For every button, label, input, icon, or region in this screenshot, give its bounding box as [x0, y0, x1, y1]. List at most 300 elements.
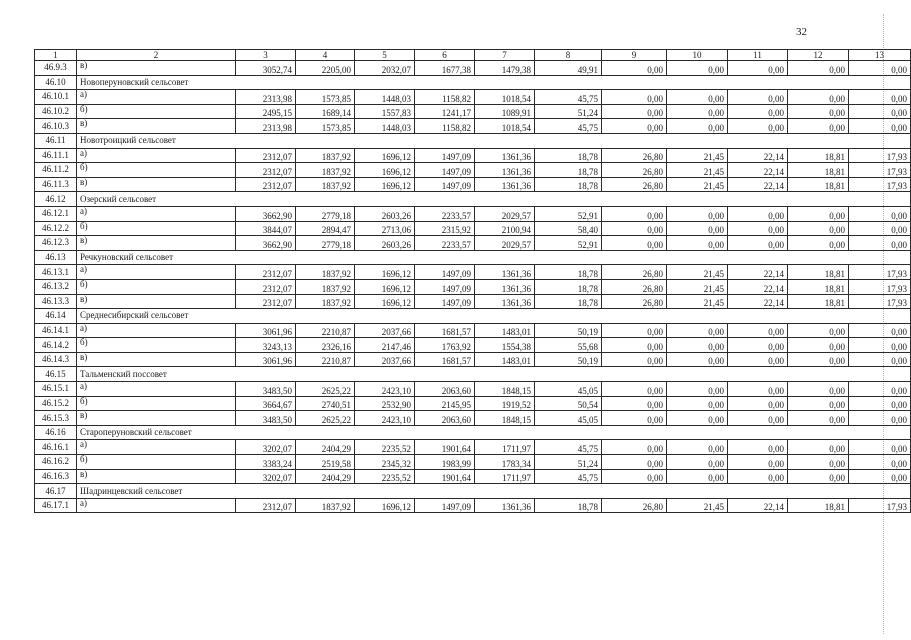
value-cell: 45,75 [535, 119, 602, 134]
value-cell: 0,00 [849, 382, 911, 397]
value-cell: 0,00 [849, 469, 911, 484]
section-code: 46.16 [35, 425, 77, 440]
value-cell: 1837,92 [296, 498, 355, 513]
table-row [35, 498, 911, 513]
value-cell: 22,14 [728, 294, 788, 309]
row-letter: б) [77, 221, 236, 236]
value-cell: 1448,03 [355, 90, 415, 105]
value-cell: 0,00 [728, 455, 788, 470]
value-cell: 1557,83 [355, 104, 415, 119]
value-cell: 50,54 [535, 396, 602, 411]
value-cell: 2029,57 [475, 206, 535, 221]
value-cell: 2312,07 [236, 163, 296, 178]
table-row [35, 236, 911, 251]
value-cell: 1681,57 [415, 323, 475, 338]
table-row [35, 294, 911, 309]
value-cell: 1554,38 [475, 338, 535, 353]
value-cell: 0,00 [602, 411, 667, 426]
value-cell: 0,00 [728, 411, 788, 426]
value-cell: 3202,07 [236, 469, 296, 484]
value-cell: 0,00 [667, 236, 728, 251]
value-cell: 21,45 [667, 148, 728, 163]
column-number-cell: 5 [355, 50, 415, 61]
value-cell: 1837,92 [296, 163, 355, 178]
table-row [35, 440, 911, 455]
section-code: 46.11 [35, 133, 77, 148]
value-cell: 0,00 [602, 469, 667, 484]
value-cell: 18,81 [788, 294, 849, 309]
value-cell: 0,00 [602, 323, 667, 338]
table-row [35, 352, 911, 367]
table-row [35, 411, 911, 426]
value-cell: 1573,85 [296, 119, 355, 134]
value-cell: 0,00 [667, 221, 728, 236]
value-cell: 1361,36 [475, 163, 535, 178]
row-letter: в) [77, 352, 236, 367]
value-cell: 2210,87 [296, 323, 355, 338]
tariff-table [34, 49, 911, 513]
value-cell: 1497,09 [415, 163, 475, 178]
value-cell: 0,00 [602, 396, 667, 411]
value-cell: 0,00 [667, 323, 728, 338]
value-cell: 3483,50 [236, 411, 296, 426]
section-name: Озерский сельсовет [77, 192, 911, 207]
row-code: 46.10.2 [35, 104, 77, 119]
row-code: 46.16.3 [35, 469, 77, 484]
value-cell: 21,45 [667, 498, 728, 513]
value-cell: 1158,82 [415, 90, 475, 105]
value-cell: 3383,24 [236, 455, 296, 470]
section-row [35, 133, 911, 148]
value-cell: 45,05 [535, 382, 602, 397]
value-cell: 2205,00 [296, 61, 355, 76]
value-cell: 18,81 [788, 265, 849, 280]
value-cell: 18,81 [788, 148, 849, 163]
value-cell: 1479,38 [475, 61, 535, 76]
row-code: 46.12.3 [35, 236, 77, 251]
row-code: 46.16.1 [35, 440, 77, 455]
section-name: Тальменский поссовет [77, 367, 911, 382]
value-cell: 21,45 [667, 163, 728, 178]
value-cell: 2625,22 [296, 411, 355, 426]
value-cell: 17,93 [849, 163, 911, 178]
value-cell: 52,91 [535, 236, 602, 251]
value-cell: 2519,58 [296, 455, 355, 470]
value-cell: 51,24 [535, 104, 602, 119]
table-row [35, 455, 911, 470]
row-code: 46.15.3 [35, 411, 77, 426]
value-cell: 2404,29 [296, 469, 355, 484]
value-cell: 1018,54 [475, 119, 535, 134]
value-cell: 1361,36 [475, 294, 535, 309]
column-number-cell: 9 [602, 50, 667, 61]
value-cell: 26,80 [602, 498, 667, 513]
value-cell: 2235,52 [355, 469, 415, 484]
section-row [35, 75, 911, 90]
value-cell: 21,45 [667, 177, 728, 192]
value-cell: 2312,07 [236, 265, 296, 280]
value-cell: 1837,92 [296, 265, 355, 280]
value-cell: 0,00 [728, 323, 788, 338]
value-cell: 1837,92 [296, 177, 355, 192]
row-code: 46.11.1 [35, 148, 77, 163]
row-letter: в) [77, 294, 236, 309]
value-cell: 26,80 [602, 163, 667, 178]
value-cell: 3664,67 [236, 396, 296, 411]
row-letter: б) [77, 163, 236, 178]
table-row [35, 148, 911, 163]
section-name: Среднесибирский сельсовет [77, 309, 911, 324]
value-cell: 0,00 [788, 221, 849, 236]
value-cell: 2063,60 [415, 382, 475, 397]
table-row [35, 382, 911, 397]
value-cell: 58,40 [535, 221, 602, 236]
value-cell: 2345,32 [355, 455, 415, 470]
value-cell: 0,00 [602, 440, 667, 455]
value-cell: 1089,91 [475, 104, 535, 119]
value-cell: 1901,64 [415, 440, 475, 455]
value-cell: 26,80 [602, 265, 667, 280]
column-number-cell: 1 [35, 50, 77, 61]
value-cell: 0,00 [788, 469, 849, 484]
value-cell: 1158,82 [415, 119, 475, 134]
value-cell: 2532,90 [355, 396, 415, 411]
value-cell: 0,00 [788, 440, 849, 455]
row-code: 46.13.3 [35, 294, 77, 309]
row-letter: а) [77, 440, 236, 455]
value-cell: 18,81 [788, 163, 849, 178]
section-code: 46.14 [35, 309, 77, 324]
value-cell: 22,14 [728, 148, 788, 163]
value-cell: 1696,12 [355, 177, 415, 192]
value-cell: 0,00 [728, 352, 788, 367]
value-cell: 0,00 [849, 352, 911, 367]
value-cell: 2779,18 [296, 206, 355, 221]
value-cell: 0,00 [602, 236, 667, 251]
value-cell: 2032,07 [355, 61, 415, 76]
value-cell: 2603,26 [355, 236, 415, 251]
value-cell: 2740,51 [296, 396, 355, 411]
value-cell: 2147,46 [355, 338, 415, 353]
value-cell: 18,78 [535, 265, 602, 280]
value-cell: 0,00 [788, 382, 849, 397]
value-cell: 18,81 [788, 177, 849, 192]
value-cell: 0,00 [728, 469, 788, 484]
value-cell: 0,00 [667, 469, 728, 484]
value-cell: 0,00 [849, 323, 911, 338]
row-code: 46.17.1 [35, 498, 77, 513]
value-cell: 1497,09 [415, 148, 475, 163]
row-code: 46.14.2 [35, 338, 77, 353]
value-cell: 22,14 [728, 498, 788, 513]
table-row [35, 104, 911, 119]
column-number-cell: 11 [728, 50, 788, 61]
value-cell: 1241,17 [415, 104, 475, 119]
table-body [35, 50, 911, 513]
value-cell: 0,00 [728, 396, 788, 411]
row-code: 46.12.2 [35, 221, 77, 236]
value-cell: 1696,12 [355, 265, 415, 280]
value-cell: 21,45 [667, 294, 728, 309]
value-cell: 1361,36 [475, 498, 535, 513]
row-code: 46.14.3 [35, 352, 77, 367]
row-letter: б) [77, 279, 236, 294]
row-letter: б) [77, 104, 236, 119]
value-cell: 2037,66 [355, 323, 415, 338]
value-cell: 17,93 [849, 498, 911, 513]
value-cell: 0,00 [667, 90, 728, 105]
section-code: 46.13 [35, 250, 77, 265]
value-cell: 1848,15 [475, 382, 535, 397]
table-row [35, 177, 911, 192]
value-cell: 0,00 [728, 104, 788, 119]
section-row [35, 309, 911, 324]
value-cell: 51,24 [535, 455, 602, 470]
value-cell: 0,00 [667, 352, 728, 367]
row-letter: б) [77, 338, 236, 353]
value-cell: 22,14 [728, 163, 788, 178]
value-cell: 1696,12 [355, 163, 415, 178]
value-cell: 26,80 [602, 279, 667, 294]
value-cell: 26,80 [602, 294, 667, 309]
section-row [35, 250, 911, 265]
value-cell: 2029,57 [475, 236, 535, 251]
value-cell: 0,00 [788, 323, 849, 338]
value-cell: 0,00 [602, 119, 667, 134]
value-cell: 1983,99 [415, 455, 475, 470]
row-letter: б) [77, 455, 236, 470]
value-cell: 1837,92 [296, 148, 355, 163]
row-letter: в) [77, 177, 236, 192]
value-cell: 1573,85 [296, 90, 355, 105]
value-cell: 0,00 [728, 221, 788, 236]
value-cell: 52,91 [535, 206, 602, 221]
row-code: 46.9.3 [35, 61, 77, 76]
row-code: 46.10.1 [35, 90, 77, 105]
value-cell: 0,00 [667, 104, 728, 119]
value-cell: 0,00 [667, 382, 728, 397]
section-row [35, 367, 911, 382]
value-cell: 0,00 [849, 396, 911, 411]
value-cell: 1361,36 [475, 177, 535, 192]
value-cell: 1696,12 [355, 148, 415, 163]
value-cell: 2894,47 [296, 221, 355, 236]
value-cell: 1361,36 [475, 265, 535, 280]
value-cell: 0,00 [788, 61, 849, 76]
value-cell: 2145,95 [415, 396, 475, 411]
value-cell: 2495,15 [236, 104, 296, 119]
value-cell: 0,00 [728, 90, 788, 105]
row-code: 46.15.2 [35, 396, 77, 411]
value-cell: 0,00 [788, 236, 849, 251]
value-cell: 3243,13 [236, 338, 296, 353]
value-cell: 49,91 [535, 61, 602, 76]
column-number-cell: 8 [535, 50, 602, 61]
table-row [35, 265, 911, 280]
value-cell: 50,19 [535, 352, 602, 367]
value-cell: 0,00 [728, 236, 788, 251]
value-cell: 1361,36 [475, 148, 535, 163]
value-cell: 18,78 [535, 177, 602, 192]
column-number-header-row [35, 50, 911, 61]
value-cell: 18,81 [788, 279, 849, 294]
value-cell: 0,00 [849, 61, 911, 76]
value-cell: 2603,26 [355, 206, 415, 221]
row-letter: а) [77, 498, 236, 513]
value-cell: 1901,64 [415, 469, 475, 484]
value-cell: 2423,10 [355, 382, 415, 397]
value-cell: 2313,98 [236, 90, 296, 105]
value-cell: 0,00 [788, 455, 849, 470]
row-letter: а) [77, 382, 236, 397]
value-cell: 18,78 [535, 163, 602, 178]
row-letter: б) [77, 396, 236, 411]
value-cell: 45,75 [535, 90, 602, 105]
table-row [35, 338, 911, 353]
row-letter: в) [77, 61, 236, 76]
value-cell: 1919,52 [475, 396, 535, 411]
column-number-cell: 7 [475, 50, 535, 61]
column-number-cell: 2 [77, 50, 236, 61]
value-cell: 0,00 [667, 206, 728, 221]
column-number-cell: 12 [788, 50, 849, 61]
value-cell: 1837,92 [296, 279, 355, 294]
value-cell: 2779,18 [296, 236, 355, 251]
value-cell: 0,00 [849, 440, 911, 455]
value-cell: 26,80 [602, 148, 667, 163]
section-row [35, 192, 911, 207]
row-letter: а) [77, 206, 236, 221]
value-cell: 3662,90 [236, 206, 296, 221]
row-code: 46.13.1 [35, 265, 77, 280]
value-cell: 0,00 [602, 90, 667, 105]
value-cell: 3052,74 [236, 61, 296, 76]
value-cell: 1689,14 [296, 104, 355, 119]
row-code: 46.13.2 [35, 279, 77, 294]
value-cell: 17,93 [849, 294, 911, 309]
value-cell: 0,00 [788, 206, 849, 221]
table-row [35, 396, 911, 411]
column-number-cell: 3 [236, 50, 296, 61]
value-cell: 0,00 [602, 352, 667, 367]
value-cell: 17,93 [849, 279, 911, 294]
value-cell: 1497,09 [415, 177, 475, 192]
value-cell: 17,93 [849, 177, 911, 192]
value-cell: 0,00 [788, 411, 849, 426]
value-cell: 45,75 [535, 440, 602, 455]
column-number-cell: 10 [667, 50, 728, 61]
value-cell: 22,14 [728, 177, 788, 192]
value-cell: 0,00 [602, 338, 667, 353]
section-name: Речкуновский сельсовет [77, 250, 911, 265]
column-number-cell: 6 [415, 50, 475, 61]
value-cell: 18,78 [535, 294, 602, 309]
value-cell: 2625,22 [296, 382, 355, 397]
value-cell: 2404,29 [296, 440, 355, 455]
value-cell: 2235,52 [355, 440, 415, 455]
column-number-cell: 13 [849, 50, 911, 61]
value-cell: 1696,12 [355, 498, 415, 513]
value-cell: 1696,12 [355, 279, 415, 294]
row-letter: в) [77, 469, 236, 484]
value-cell: 0,00 [849, 411, 911, 426]
value-cell: 3483,50 [236, 382, 296, 397]
value-cell: 2233,57 [415, 236, 475, 251]
value-cell: 0,00 [667, 61, 728, 76]
section-code: 46.15 [35, 367, 77, 382]
value-cell: 0,00 [728, 119, 788, 134]
value-cell: 3844,07 [236, 221, 296, 236]
row-letter: в) [77, 119, 236, 134]
value-cell: 1711,97 [475, 469, 535, 484]
page-number: 32 [796, 26, 807, 38]
section-name: Новоперуновский сельсовет [77, 75, 911, 90]
value-cell: 0,00 [849, 90, 911, 105]
value-cell: 50,19 [535, 323, 602, 338]
value-cell: 0,00 [788, 338, 849, 353]
table-row [35, 221, 911, 236]
value-cell: 1497,09 [415, 498, 475, 513]
value-cell: 0,00 [788, 396, 849, 411]
section-row [35, 484, 911, 499]
table-row [35, 469, 911, 484]
value-cell: 0,00 [788, 119, 849, 134]
value-cell: 1848,15 [475, 411, 535, 426]
row-code: 46.16.2 [35, 455, 77, 470]
value-cell: 21,45 [667, 265, 728, 280]
row-letter: а) [77, 90, 236, 105]
value-cell: 1783,34 [475, 455, 535, 470]
value-cell: 22,14 [728, 279, 788, 294]
value-cell: 45,75 [535, 469, 602, 484]
section-code: 46.12 [35, 192, 77, 207]
row-letter: в) [77, 236, 236, 251]
value-cell: 1497,09 [415, 279, 475, 294]
table-row [35, 279, 911, 294]
section-name: Староперуновский сельсовет [77, 425, 911, 440]
value-cell: 17,93 [849, 265, 911, 280]
value-cell: 1483,01 [475, 352, 535, 367]
value-cell: 18,78 [535, 498, 602, 513]
table-row [35, 119, 911, 134]
section-code: 46.17 [35, 484, 77, 499]
value-cell: 0,00 [667, 440, 728, 455]
value-cell: 2063,60 [415, 411, 475, 426]
value-cell: 0,00 [849, 455, 911, 470]
value-cell: 55,68 [535, 338, 602, 353]
value-cell: 2315,92 [415, 221, 475, 236]
value-cell: 0,00 [849, 206, 911, 221]
value-cell: 18,81 [788, 498, 849, 513]
value-cell: 0,00 [728, 382, 788, 397]
value-cell: 1711,97 [475, 440, 535, 455]
value-cell: 0,00 [788, 352, 849, 367]
value-cell: 2312,07 [236, 148, 296, 163]
value-cell: 2210,87 [296, 352, 355, 367]
value-cell: 1483,01 [475, 323, 535, 338]
value-cell: 3061,96 [236, 352, 296, 367]
section-code: 46.10 [35, 75, 77, 90]
value-cell: 2313,98 [236, 119, 296, 134]
value-cell: 2312,07 [236, 279, 296, 294]
value-cell: 1763,92 [415, 338, 475, 353]
value-cell: 3061,96 [236, 323, 296, 338]
value-cell: 2312,07 [236, 177, 296, 192]
value-cell: 1681,57 [415, 352, 475, 367]
value-cell: 0,00 [602, 61, 667, 76]
column-number-cell: 4 [296, 50, 355, 61]
value-cell: 0,00 [728, 61, 788, 76]
